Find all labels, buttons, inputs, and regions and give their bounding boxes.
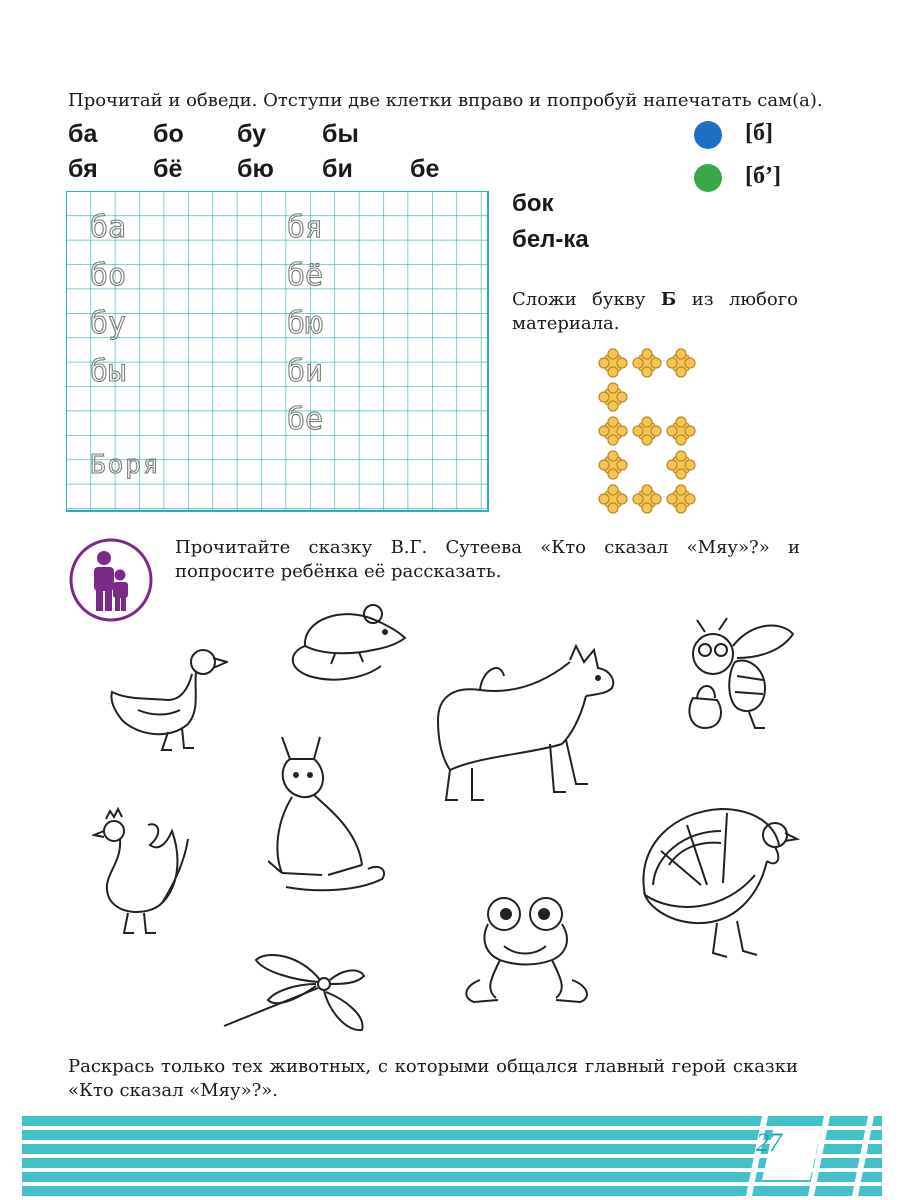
rooster-icon	[92, 805, 192, 940]
dragonfly-icon	[220, 950, 370, 1040]
frog-icon	[460, 890, 595, 1015]
puzzle-piece-icon	[633, 485, 661, 513]
letter-task-text: Сложи букву Б из любого материала.	[512, 289, 798, 335]
bottom-task-text: Раскрась только тех животных, с которыми общался главный герой сказки «Кто сказал «Мяу»?».	[68, 1056, 798, 1102]
hard-sound-dot	[694, 121, 722, 149]
syllable: бо	[153, 120, 184, 148]
trace-syllable: бу	[90, 306, 127, 341]
puzzle-piece-icon	[599, 485, 627, 513]
syllable: бе	[410, 155, 440, 183]
puzzle-piece-icon	[667, 349, 695, 377]
trace-syllable: бю	[287, 306, 324, 341]
word-bok: бок	[512, 190, 554, 217]
puzzle-piece-icon	[667, 417, 695, 445]
puzzle-piece-icon	[599, 417, 627, 445]
footer-stripes	[22, 1116, 882, 1196]
trace-syllable: бо	[90, 258, 127, 293]
parent-child-icon	[68, 537, 154, 623]
soft-sound-dot	[694, 164, 722, 192]
soft-sound-label: [б’]	[745, 163, 781, 189]
hard-sound-label: [б]	[745, 120, 773, 146]
cat-icon	[268, 733, 388, 893]
trace-syllable: бы	[90, 354, 127, 389]
syllable: бю	[237, 155, 274, 183]
mouse-icon	[285, 598, 415, 688]
trace-name: Боря	[90, 450, 161, 480]
page-number: 27	[756, 1128, 782, 1157]
trace-syllable: ба	[90, 210, 127, 245]
puzzle-piece-icon	[633, 349, 661, 377]
turkey-icon	[635, 805, 810, 975]
parent-task-text: Прочитайте сказку В.Г. Сутеева «Кто сказал «Мяу»?» и попросите ребёнка её рассказать.	[175, 537, 800, 583]
instruction-text: Прочитай и обведи. Отступи две клетки вправо и попробуй напечатать сам(а).	[68, 90, 823, 111]
letter-b: Б	[660, 289, 677, 310]
puzzle-piece-icon	[667, 451, 695, 479]
trace-syllable: бе	[287, 402, 324, 437]
puzzle-piece-icon	[599, 349, 627, 377]
duck-icon	[108, 640, 228, 755]
puzzle-letter-b	[598, 348, 708, 518]
dog-icon	[420, 640, 620, 815]
puzzle-piece-icon	[633, 417, 661, 445]
word-belka: бел-ка	[512, 226, 589, 253]
syllable: би	[322, 155, 353, 183]
syllable: бы	[322, 120, 359, 148]
syllable: бё	[153, 155, 183, 183]
puzzle-piece-icon	[599, 451, 627, 479]
puzzle-piece-icon	[599, 383, 627, 411]
puzzle-piece-icon	[667, 485, 695, 513]
syllable: ба	[68, 120, 98, 148]
trace-syllable: би	[287, 354, 324, 389]
bee-icon	[675, 612, 800, 742]
trace-syllable: бя	[287, 210, 324, 245]
syllable: бя	[68, 155, 98, 183]
syllable: бу	[237, 120, 267, 148]
trace-syllable: бё	[287, 258, 324, 293]
